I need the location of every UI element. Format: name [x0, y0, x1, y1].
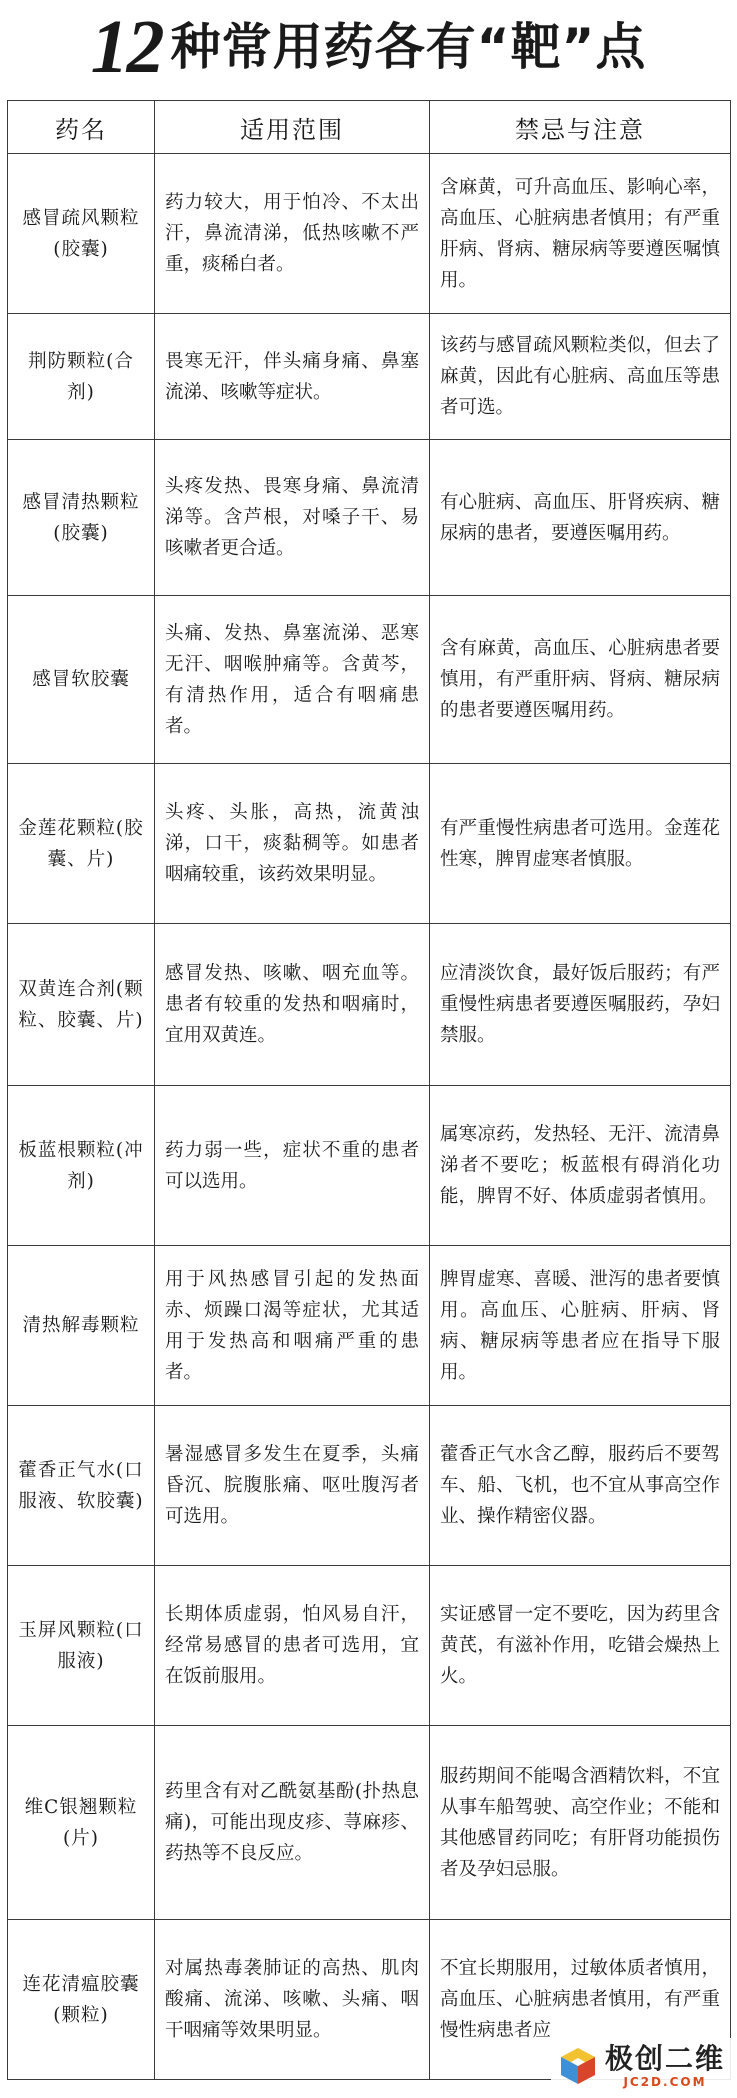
caution-cell: 含有麻黄，高血压、心脏病患者要慎用，有严重肝病、肾病、糖尿病的患者要遵医嘱用药。 [430, 596, 731, 764]
table-row [8, 1246, 731, 1406]
table-row [8, 1726, 731, 1920]
scope-cell: 用于风热感冒引起的发热面赤、烦躁口渴等症状，尤其适用于发热高和咽痛严重的患者。 [155, 1246, 430, 1406]
drug-name-cell: 玉屏风颗粒(口服液) [8, 1566, 155, 1726]
scope-cell: 药里含有对乙酰氨基酚(扑热息痛)，可能出现皮疹、荨麻疹、药热等不良反应。 [155, 1726, 430, 1920]
drug-name-cell: 藿香正气水(口服液、软胶囊) [8, 1406, 155, 1566]
drug-name-cell: 板蓝根颗粒(冲剂) [8, 1086, 155, 1246]
title-text: 种常用药各有“靶”点 [170, 18, 647, 76]
caution-cell: 实证感冒一定不要吃，因为药里含黄芪，有滋补作用，吃错会燥热上火。 [430, 1566, 731, 1726]
scope-cell: 长期体质虚弱，怕风易自汗，经常易感冒的患者可选用，宜在饭前服用。 [155, 1566, 430, 1726]
drug-name-cell: 连花清瘟胶囊(颗粒) [8, 1920, 155, 2080]
drug-name-cell: 清热解毒颗粒 [8, 1246, 155, 1406]
medicine-table [7, 100, 731, 2080]
table-row [8, 440, 731, 596]
watermark-cn: 极创二维 [604, 2041, 725, 2075]
table-row [8, 1566, 731, 1726]
page-title [0, 0, 737, 94]
header-caution: 禁忌与注意 [430, 101, 731, 154]
scope-cell: 感冒发热、咳嗽、咽充血等。患者有较重的发热和咽痛时，宜用双黄连。 [155, 924, 430, 1086]
header-scope: 适用范围 [155, 101, 430, 154]
caution-cell: 脾胃虚寒、喜暖、泄泻的患者要慎用。高血压、心脏病、肝病、肾病、糖尿病等患者应在指导下服用。 [430, 1246, 731, 1406]
caution-cell: 藿香正气水含乙醇，服药后不要驾车、船、飞机，也不宜从事高空作业、操作精密仪器。 [430, 1406, 731, 1566]
table-row [8, 154, 731, 314]
caution-cell: 属寒凉药，发热轻、无汗、流清鼻涕者不要吃；板蓝根有碍消化功能，脾胃不好、体质虚弱者慎用。 [430, 1086, 731, 1246]
drug-name-cell: 感冒软胶囊 [8, 596, 155, 764]
scope-cell: 畏寒无汗，伴头痛身痛、鼻塞流涕、咳嗽等症状。 [155, 314, 430, 440]
caution-cell: 该药与感冒疏风颗粒类似，但去了麻黄，因此有心脏病、高血压等患者可选。 [430, 314, 731, 440]
scope-cell: 药力较大，用于怕冷、不太出汗，鼻流清涕，低热咳嗽不严重，痰稀白者。 [155, 154, 430, 314]
drug-name-cell: 金莲花颗粒(胶囊、片) [8, 764, 155, 924]
scope-cell: 暑湿感冒多发生在夏季，头痛昏沉、脘腹胀痛、呕吐腹泻者可选用。 [155, 1406, 430, 1566]
table-row [8, 1406, 731, 1566]
scope-cell: 药力弱一些，症状不重的患者可以选用。 [155, 1086, 430, 1246]
drug-name-cell: 感冒清热颗粒(胶囊) [8, 440, 155, 596]
drug-name-cell: 感冒疏风颗粒(胶囊) [8, 154, 155, 314]
table-row [8, 314, 731, 440]
watermark-en: JC2D.COM [623, 2074, 707, 2089]
drug-name-cell: 双黄连合剂(颗粒、胶囊、片) [8, 924, 155, 1086]
table-header-row [8, 101, 731, 154]
scope-cell: 头疼发热、畏寒身痛、鼻流清涕等。含芦根，对嗓子干、易咳嗽者更合适。 [155, 440, 430, 596]
caution-cell: 有严重慢性病患者可选用。金莲花性寒，脾胃虚寒者慎服。 [430, 764, 731, 924]
scope-cell: 头痛、发热、鼻塞流涕、恶寒无汗、咽喉肿痛等。含黄芩，有清热作用，适合有咽痛患者。 [155, 596, 430, 764]
caution-cell: 应清淡饮食，最好饭后服药；有严重慢性病患者要遵医嘱服药，孕妇禁服。 [430, 924, 731, 1086]
caution-cell: 不宜长期服用，过敏体质者慎用，高血压、心脏病患者慎用，有严重慢性病患者应 [430, 1920, 731, 2080]
table-row [8, 924, 731, 1086]
watermark [551, 2038, 731, 2094]
table-row [8, 764, 731, 924]
caution-cell: 有心脏病、高血压、肝肾疾病、糖尿病的患者，要遵医嘱用药。 [430, 440, 731, 596]
caution-cell: 服药期间不能喝含酒精饮料，不宜从事车船驾驶、高空作业；不能和其他感冒药同吃；有肝肾功能损伤者及孕妇忌服。 [430, 1726, 731, 1920]
header-drug-name: 药名 [8, 101, 155, 154]
title-number: 12 [90, 5, 163, 89]
caution-cell: 含麻黄，可升高血压、影响心率，高血压、心脏病患者慎用；有严重肝病、肾病、糖尿病等要遵医嘱慎用。 [430, 154, 731, 314]
scope-cell: 头疼、头胀，高热，流黄浊涕，口干，痰黏稠等。如患者咽痛较重，该药效果明显。 [155, 764, 430, 924]
scope-cell: 对属热毒袭肺证的高热、肌肉酸痛、流涕、咳嗽、头痛、咽干咽痛等效果明显。 [155, 1920, 430, 2080]
drug-name-cell: 荆防颗粒(合剂) [8, 314, 155, 440]
cube-logo-icon [557, 2045, 599, 2087]
table-row [8, 596, 731, 764]
drug-name-cell: 维C银翘颗粒(片) [8, 1726, 155, 1920]
table-row [8, 1086, 731, 1246]
